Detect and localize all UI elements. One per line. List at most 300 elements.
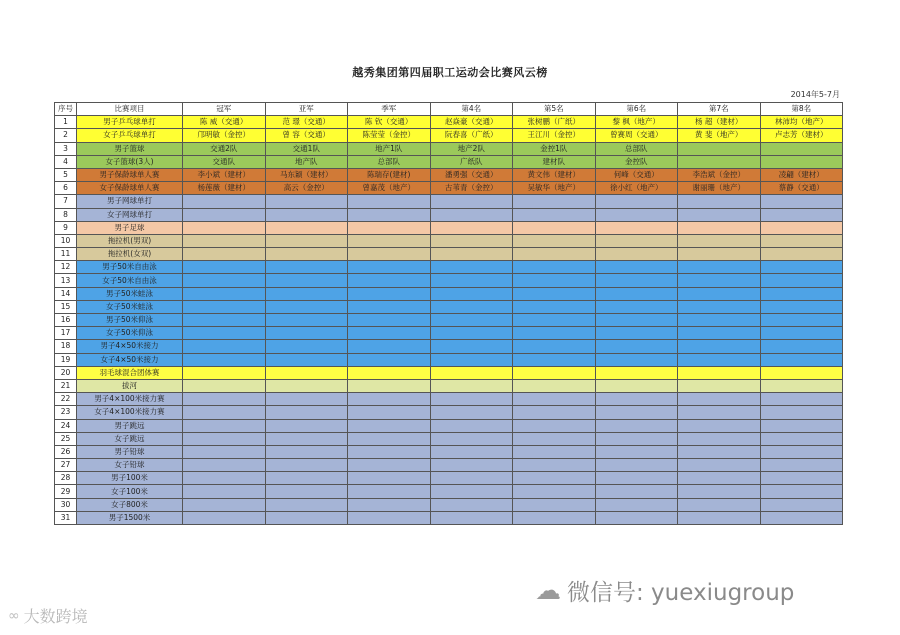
result-cell (513, 393, 596, 406)
result-cell (760, 366, 843, 379)
row-index-cell: 20 (55, 366, 77, 379)
result-cell (430, 472, 513, 485)
result-cell (760, 274, 843, 287)
wechat-watermark (535, 574, 794, 607)
result-cell (430, 261, 513, 274)
result-cell (265, 274, 348, 287)
result-cell (513, 498, 596, 511)
result-cell (265, 485, 348, 498)
event-name-cell: 男子1500米 (77, 511, 183, 524)
result-cell: 林沛均（地产） (760, 116, 843, 129)
result-cell (513, 485, 596, 498)
table-row (55, 287, 843, 300)
header-cell: 季军 (348, 103, 431, 116)
row-index-cell: 6 (55, 182, 77, 195)
table-row (55, 485, 843, 498)
event-name-cell: 男子网球单打 (77, 195, 183, 208)
result-cell (430, 379, 513, 392)
event-name-cell: 女子800米 (77, 498, 183, 511)
result-cell (430, 274, 513, 287)
result-cell: 黄 斐（地产） (678, 129, 761, 142)
event-name-cell: 男子50米自由泳 (77, 261, 183, 274)
result-cell (183, 432, 266, 445)
result-cell (183, 353, 266, 366)
result-cell (595, 195, 678, 208)
result-cell: 马东颖（建材） (265, 168, 348, 181)
result-cell (678, 234, 761, 247)
result-cell (760, 287, 843, 300)
event-name-cell: 男子足球 (77, 221, 183, 234)
table-row (55, 445, 843, 458)
result-cell: 黎 枫（地产） (595, 116, 678, 129)
result-cell: 阮春喜（广纸） (430, 129, 513, 142)
result-cell: 陈 钦（交通） (348, 116, 431, 129)
result-cell: 地产1队 (348, 142, 431, 155)
result-cell (595, 353, 678, 366)
table-row (55, 314, 843, 327)
result-cell (430, 340, 513, 353)
row-index-cell: 11 (55, 248, 77, 261)
result-cell (265, 445, 348, 458)
table-row (55, 300, 843, 313)
result-cell: 张树鹏（广纸） (513, 116, 596, 129)
result-cell: 蔡静（交通） (760, 182, 843, 195)
event-name-cell: 男子50米仰泳 (77, 314, 183, 327)
event-name-cell: 女子100米 (77, 485, 183, 498)
result-cell: 杨莲薇（建材） (183, 182, 266, 195)
result-cell (265, 208, 348, 221)
result-cell (678, 366, 761, 379)
result-cell (760, 248, 843, 261)
row-index-cell: 16 (55, 314, 77, 327)
result-cell (678, 261, 761, 274)
result-cell: 金控队 (595, 155, 678, 168)
result-cell (760, 340, 843, 353)
result-cell (183, 287, 266, 300)
result-cell (678, 221, 761, 234)
result-cell (183, 221, 266, 234)
event-name-cell: 男子篮球 (77, 142, 183, 155)
result-cell (430, 221, 513, 234)
result-cell (265, 459, 348, 472)
result-cell (348, 300, 431, 313)
row-index-cell: 15 (55, 300, 77, 313)
header-cell: 第5名 (513, 103, 596, 116)
result-cell (348, 498, 431, 511)
result-cell (430, 419, 513, 432)
result-cell (430, 459, 513, 472)
result-cell (678, 208, 761, 221)
result-cell (678, 300, 761, 313)
result-cell: 交通1队 (265, 142, 348, 155)
result-cell (183, 340, 266, 353)
result-cell (183, 208, 266, 221)
result-cell (348, 195, 431, 208)
result-cell (430, 234, 513, 247)
header-cell: 序号 (55, 103, 77, 116)
result-cell (678, 142, 761, 155)
header-cell: 第4名 (430, 103, 513, 116)
result-cell (513, 419, 596, 432)
result-cell (348, 234, 431, 247)
result-cell (265, 300, 348, 313)
event-name-cell: 男子100米 (77, 472, 183, 485)
result-cell (595, 314, 678, 327)
result-cell (678, 432, 761, 445)
row-index-cell: 30 (55, 498, 77, 511)
result-cell: 谢丽珊（地产） (678, 182, 761, 195)
row-index-cell: 27 (55, 459, 77, 472)
result-cell (265, 327, 348, 340)
result-cell (760, 498, 843, 511)
result-cell (513, 366, 596, 379)
result-cell (183, 393, 266, 406)
table-row (55, 274, 843, 287)
result-cell (595, 485, 678, 498)
result-cell (760, 485, 843, 498)
table-row (55, 261, 843, 274)
result-cell (595, 340, 678, 353)
result-cell (430, 208, 513, 221)
result-cell: 何峰（交通） (595, 168, 678, 181)
event-name-cell: 男子跳远 (77, 419, 183, 432)
result-cell (265, 472, 348, 485)
result-cell (760, 208, 843, 221)
result-cell (183, 366, 266, 379)
result-cell (678, 472, 761, 485)
result-cell (678, 287, 761, 300)
result-cell (595, 379, 678, 392)
result-cell (265, 406, 348, 419)
row-index-cell: 12 (55, 261, 77, 274)
table-row (55, 498, 843, 511)
result-cell (348, 393, 431, 406)
result-cell (678, 511, 761, 524)
result-cell (595, 432, 678, 445)
table-row (55, 195, 843, 208)
result-cell (760, 511, 843, 524)
result-cell (183, 459, 266, 472)
table-row (55, 248, 843, 261)
row-index-cell: 8 (55, 208, 77, 221)
result-cell (678, 393, 761, 406)
row-index-cell: 23 (55, 406, 77, 419)
result-cell (183, 511, 266, 524)
result-cell (183, 485, 266, 498)
header-cell: 第7名 (678, 103, 761, 116)
wechat-id-text: 微信号: yuexiugroup (567, 580, 795, 606)
result-cell (265, 379, 348, 392)
result-cell (678, 419, 761, 432)
result-cell (513, 274, 596, 287)
result-cell (595, 511, 678, 524)
result-cell (183, 406, 266, 419)
result-cell: 曾嘉茂（地产） (348, 182, 431, 195)
result-cell (348, 327, 431, 340)
event-name-cell: 女子保龄球单人赛 (77, 182, 183, 195)
result-cell (348, 221, 431, 234)
result-cell (183, 379, 266, 392)
result-cell (513, 472, 596, 485)
result-cell (513, 248, 596, 261)
result-cell (760, 155, 843, 168)
result-cell (348, 379, 431, 392)
result-cell: 黄文伟（建材） (513, 168, 596, 181)
result-cell: 地产2队 (430, 142, 513, 155)
result-cell (595, 366, 678, 379)
result-cell (265, 498, 348, 511)
event-name-cell: 女子跳远 (77, 432, 183, 445)
row-index-cell: 25 (55, 432, 77, 445)
result-cell (760, 472, 843, 485)
result-cell (595, 221, 678, 234)
result-cell (348, 340, 431, 353)
result-cell: 地产队 (265, 155, 348, 168)
row-index-cell: 18 (55, 340, 77, 353)
event-name-cell: 拖拉机(男双) (77, 234, 183, 247)
row-index-cell: 26 (55, 445, 77, 458)
event-name-cell: 女子乒乓球单打 (77, 129, 183, 142)
row-index-cell: 13 (55, 274, 77, 287)
row-index-cell: 9 (55, 221, 77, 234)
row-index-cell: 1 (55, 116, 77, 129)
result-cell (265, 511, 348, 524)
result-cell (760, 406, 843, 419)
result-cell (595, 459, 678, 472)
result-cell (265, 393, 348, 406)
result-cell (678, 340, 761, 353)
result-cell (678, 498, 761, 511)
result-cell (595, 287, 678, 300)
result-cell (348, 261, 431, 274)
result-cell (183, 419, 266, 432)
result-cell (678, 459, 761, 472)
result-cell: 金控1队 (513, 142, 596, 155)
table-header-row (55, 103, 843, 116)
result-cell (430, 195, 513, 208)
event-name-cell: 羽毛球混合团体赛 (77, 366, 183, 379)
row-index-cell: 31 (55, 511, 77, 524)
result-cell (513, 300, 596, 313)
result-cell (265, 314, 348, 327)
result-cell (265, 287, 348, 300)
result-cell (595, 406, 678, 419)
table-row (55, 472, 843, 485)
result-cell (678, 445, 761, 458)
result-cell: 王江川（金控） (513, 129, 596, 142)
result-cell (760, 459, 843, 472)
infinity-logo-icon: ∞ (8, 607, 20, 624)
result-cell: 总部队 (595, 142, 678, 155)
result-cell (430, 485, 513, 498)
event-name-cell: 女子4×100米接力赛 (77, 406, 183, 419)
event-name-cell: 男子4×50米接力 (77, 340, 183, 353)
result-cell (265, 195, 348, 208)
row-index-cell: 14 (55, 287, 77, 300)
result-cell: 曾 容（交通） (265, 129, 348, 142)
result-cell (760, 353, 843, 366)
event-name-cell: 女子篮球(3人) (77, 155, 183, 168)
result-cell (265, 366, 348, 379)
row-index-cell: 4 (55, 155, 77, 168)
result-cell (595, 274, 678, 287)
result-cell (760, 221, 843, 234)
result-cell (430, 406, 513, 419)
table-row (55, 379, 843, 392)
result-cell (760, 379, 843, 392)
table-row (55, 116, 843, 129)
result-cell (183, 195, 266, 208)
result-cell (595, 445, 678, 458)
result-cell (760, 327, 843, 340)
result-cell: 交通队 (183, 155, 266, 168)
result-cell (348, 406, 431, 419)
result-cell (760, 393, 843, 406)
header-cell: 冠军 (183, 103, 266, 116)
logo-watermark (8, 604, 88, 627)
result-cell (265, 234, 348, 247)
result-cell: 总部队 (348, 155, 431, 168)
event-name-cell: 男子铅球 (77, 445, 183, 458)
event-name-cell: 女子4×50米接力 (77, 353, 183, 366)
row-index-cell: 7 (55, 195, 77, 208)
result-cell (513, 261, 596, 274)
result-cell (678, 406, 761, 419)
result-cell (513, 287, 596, 300)
result-cell: 陈瑞存(建材) (348, 168, 431, 181)
result-cell (183, 234, 266, 247)
result-cell (183, 274, 266, 287)
result-cell (430, 327, 513, 340)
result-cell (513, 432, 596, 445)
logo-text: 大数跨境 (23, 607, 88, 626)
result-cell (430, 248, 513, 261)
result-cell: 高云（金控） (265, 182, 348, 195)
result-cell (595, 234, 678, 247)
result-cell (595, 248, 678, 261)
result-cell (430, 393, 513, 406)
result-cell: 李小斌（建材） (183, 168, 266, 181)
header-cell: 第8名 (760, 103, 843, 116)
result-cell (183, 300, 266, 313)
result-cell (595, 419, 678, 432)
table-row (55, 208, 843, 221)
result-cell (348, 248, 431, 261)
result-cell: 陈莹莹（金控） (348, 129, 431, 142)
result-cell (183, 472, 266, 485)
result-cell (760, 142, 843, 155)
result-cell (513, 195, 596, 208)
row-index-cell: 28 (55, 472, 77, 485)
result-cell (678, 314, 761, 327)
result-cell (678, 195, 761, 208)
result-cell (595, 208, 678, 221)
result-cell (265, 221, 348, 234)
table-row (55, 142, 843, 155)
result-cell (513, 406, 596, 419)
row-index-cell: 10 (55, 234, 77, 247)
row-index-cell: 5 (55, 168, 77, 181)
result-cell: 交通2队 (183, 142, 266, 155)
result-cell (430, 445, 513, 458)
result-cell (678, 274, 761, 287)
result-cell: 建材队 (513, 155, 596, 168)
result-cell (348, 274, 431, 287)
result-cell: 徐小红（地产） (595, 182, 678, 195)
table-row (55, 393, 843, 406)
event-name-cell: 拔河 (77, 379, 183, 392)
result-cell (513, 327, 596, 340)
result-cell: 曾赛周（交通） (595, 129, 678, 142)
result-cell (348, 208, 431, 221)
header-cell: 比赛项目 (77, 103, 183, 116)
row-index-cell: 21 (55, 379, 77, 392)
result-cell (265, 432, 348, 445)
result-cell (430, 287, 513, 300)
result-cell (348, 485, 431, 498)
result-cell: 古苇青（金控） (430, 182, 513, 195)
row-index-cell: 19 (55, 353, 77, 366)
result-cell (595, 327, 678, 340)
result-cell: 李浩斌（金控） (678, 168, 761, 181)
result-cell (678, 327, 761, 340)
result-cell (265, 419, 348, 432)
date-range: 2014年5-7月 (790, 90, 840, 99)
table-row (55, 432, 843, 445)
result-cell (348, 511, 431, 524)
event-name-cell: 男子乒乓球单打 (77, 116, 183, 129)
result-cell (513, 459, 596, 472)
table-row (55, 340, 843, 353)
event-name-cell: 女子50米自由泳 (77, 274, 183, 287)
event-name-cell: 男子4×100米接力赛 (77, 393, 183, 406)
table-row (55, 155, 843, 168)
result-cell (513, 511, 596, 524)
result-cell (430, 300, 513, 313)
table-row (55, 419, 843, 432)
result-cell (513, 221, 596, 234)
result-cell (348, 366, 431, 379)
result-cell (678, 379, 761, 392)
wechat-icon: ☁ (535, 575, 561, 606)
table-row (55, 234, 843, 247)
result-cell (678, 353, 761, 366)
result-cell (348, 432, 431, 445)
table-row (55, 459, 843, 472)
result-cell: 赵焱豪（交通） (430, 116, 513, 129)
result-cell: 潘勇强（交通） (430, 168, 513, 181)
result-cell (760, 419, 843, 432)
result-cell (513, 208, 596, 221)
table-row (55, 182, 843, 195)
result-cell (430, 511, 513, 524)
result-cell (760, 432, 843, 445)
result-cell (760, 314, 843, 327)
result-cell (183, 498, 266, 511)
result-cell (348, 445, 431, 458)
result-cell (430, 314, 513, 327)
event-name-cell: 女子铅球 (77, 459, 183, 472)
result-cell (348, 459, 431, 472)
result-cell (183, 314, 266, 327)
result-cell (513, 314, 596, 327)
results-table (54, 102, 843, 525)
header-cell: 第6名 (595, 103, 678, 116)
result-cell (595, 393, 678, 406)
result-cell: 范 璟（交通） (265, 116, 348, 129)
result-cell (265, 340, 348, 353)
result-cell (265, 261, 348, 274)
